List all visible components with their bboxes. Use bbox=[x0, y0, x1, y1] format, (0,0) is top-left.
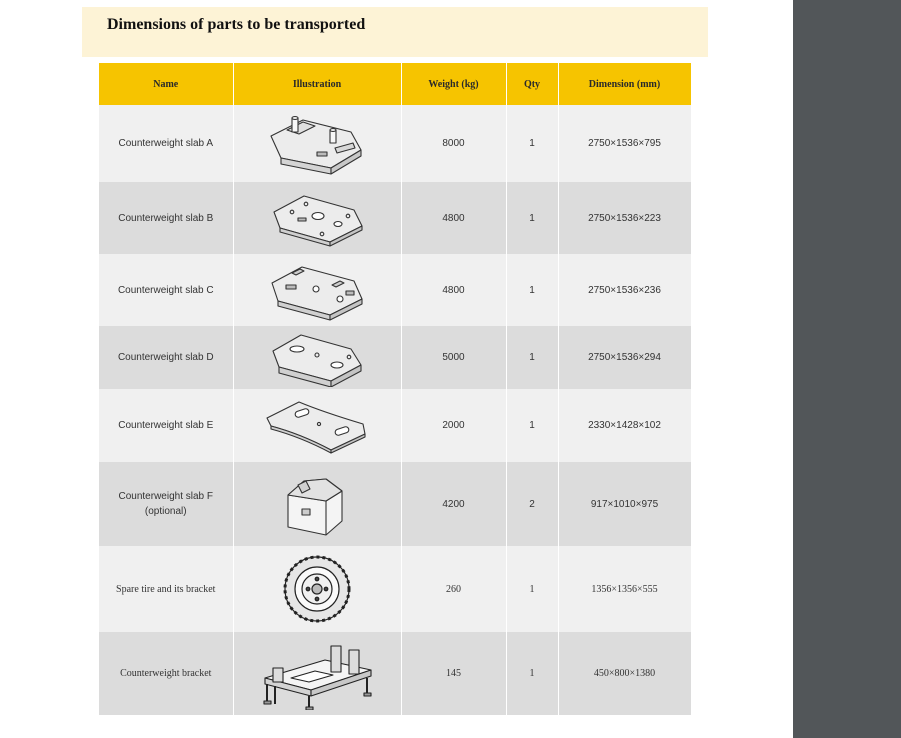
table-row bbox=[99, 389, 691, 462]
part-name: Counterweight slab E bbox=[99, 389, 233, 462]
table-row bbox=[99, 326, 691, 389]
table-row bbox=[99, 546, 691, 632]
table-row bbox=[99, 254, 691, 326]
part-qty: 1 bbox=[506, 546, 558, 632]
part-qty: 1 bbox=[506, 326, 558, 389]
counterweight-bracket-icon bbox=[255, 638, 379, 710]
part-name: Counterweight slab C bbox=[99, 254, 233, 326]
section-title: Dimensions of parts to be transported bbox=[107, 16, 366, 33]
part-weight: 4800 bbox=[401, 254, 506, 326]
part-name bbox=[99, 462, 233, 546]
section-header bbox=[82, 7, 708, 57]
counterweight-slab-d-icon bbox=[265, 329, 369, 387]
counterweight-slab-b-icon bbox=[262, 188, 372, 248]
part-dimension: 917×1010×975 bbox=[558, 462, 691, 546]
part-dimension: 1356×1356×555 bbox=[558, 546, 691, 632]
part-illustration bbox=[233, 462, 401, 546]
part-name: Counterweight slab A bbox=[99, 105, 233, 182]
part-name: Spare tire and its bracket bbox=[99, 546, 233, 632]
part-weight: 2000 bbox=[401, 389, 506, 462]
table-row bbox=[99, 105, 691, 182]
counterweight-slab-c-icon bbox=[262, 259, 372, 321]
viewer-gutter bbox=[793, 0, 901, 738]
part-illustration bbox=[233, 182, 401, 254]
parts-table bbox=[99, 63, 692, 715]
part-illustration bbox=[233, 254, 401, 326]
part-name-note: (optional) bbox=[144, 506, 187, 517]
part-weight: 8000 bbox=[401, 105, 506, 182]
part-illustration bbox=[233, 326, 401, 389]
part-qty: 1 bbox=[506, 105, 558, 182]
counterweight-slab-a-icon bbox=[257, 110, 377, 178]
spare-tire-icon bbox=[282, 554, 352, 624]
counterweight-slab-f-icon bbox=[280, 471, 354, 537]
part-dimension: 2750×1536×223 bbox=[558, 182, 691, 254]
part-qty: 1 bbox=[506, 254, 558, 326]
part-illustration bbox=[233, 632, 401, 715]
table-header-row bbox=[99, 63, 691, 105]
part-name-line: Counterweight slab F bbox=[118, 491, 213, 502]
part-dimension: 450×800×1380 bbox=[558, 632, 691, 715]
part-dimension: 2330×1428×102 bbox=[558, 389, 691, 462]
header-weight: Weight (kg) bbox=[401, 63, 506, 105]
part-weight: 4200 bbox=[401, 462, 506, 546]
part-name: Counterweight slab D bbox=[99, 326, 233, 389]
header-illustration: Illustration bbox=[233, 63, 401, 105]
counterweight-slab-e-icon bbox=[261, 398, 373, 454]
part-dimension: 2750×1536×795 bbox=[558, 105, 691, 182]
part-qty: 2 bbox=[506, 462, 558, 546]
header-name: Name bbox=[99, 63, 233, 105]
part-weight: 260 bbox=[401, 546, 506, 632]
part-weight: 4800 bbox=[401, 182, 506, 254]
part-dimension: 2750×1536×294 bbox=[558, 326, 691, 389]
header-dimension: Dimension (mm) bbox=[558, 63, 691, 105]
table-row bbox=[99, 462, 691, 546]
part-name: Counterweight slab B bbox=[99, 182, 233, 254]
part-illustration bbox=[233, 105, 401, 182]
part-dimension: 2750×1536×236 bbox=[558, 254, 691, 326]
part-illustration bbox=[233, 389, 401, 462]
part-weight: 145 bbox=[401, 632, 506, 715]
part-qty: 1 bbox=[506, 632, 558, 715]
part-illustration bbox=[233, 546, 401, 632]
part-name: Counterweight bracket bbox=[99, 632, 233, 715]
table-row bbox=[99, 632, 691, 715]
header-qty: Qty bbox=[506, 63, 558, 105]
part-qty: 1 bbox=[506, 182, 558, 254]
part-weight: 5000 bbox=[401, 326, 506, 389]
part-qty: 1 bbox=[506, 389, 558, 462]
table-row bbox=[99, 182, 691, 254]
